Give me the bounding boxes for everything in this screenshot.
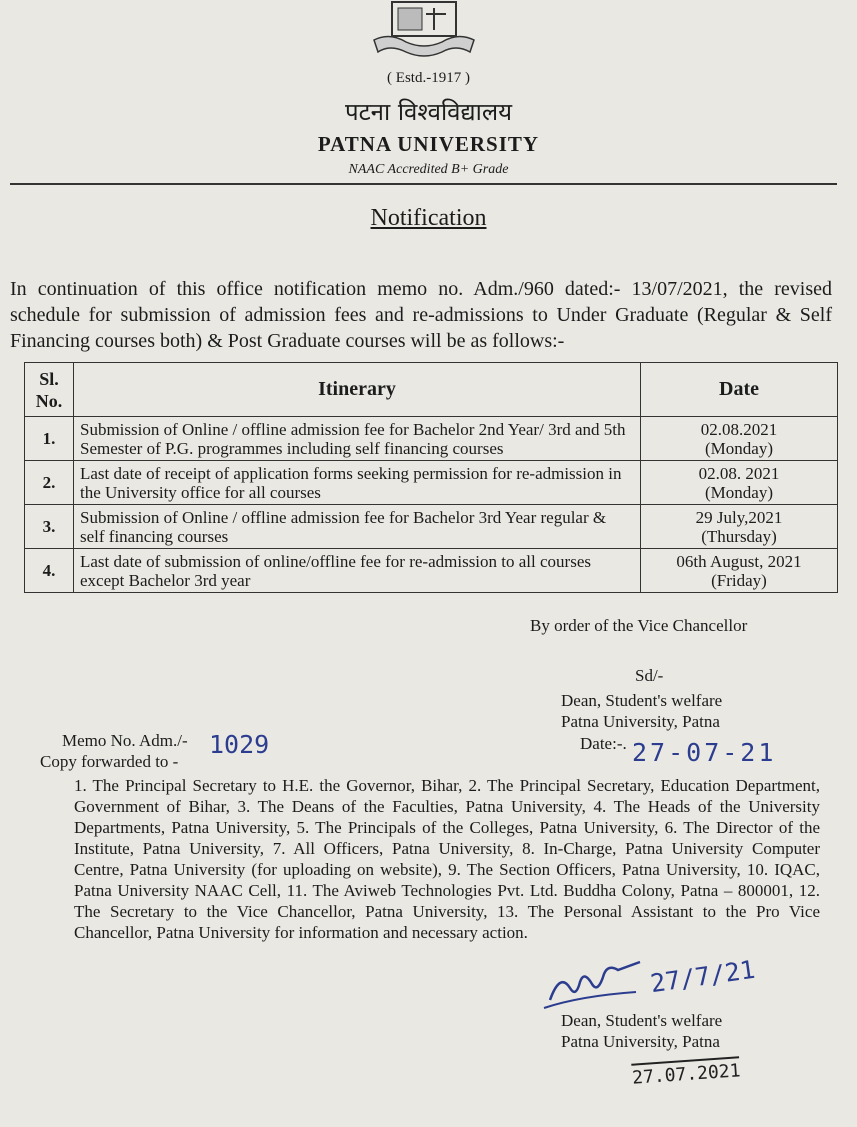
date-value: 29 July,2021 [695,507,783,527]
university-name-hindi: पटना विश्वविद्यालय [344,98,513,126]
header-divider [10,183,837,185]
row-itinerary: Last date of receipt of application forms seeking permission for re-admission in the University office for all courses [74,461,641,505]
signatory-title: Dean, Student's welfare [561,691,723,710]
date-day: (Monday) [705,482,773,502]
header-sl: Sl. No. [25,363,74,417]
handwritten-date: 27-07-21 [632,738,777,767]
memo-label: Memo No. Adm./- [62,731,188,750]
table-row [25,505,838,549]
table-row [25,549,838,593]
row-itinerary: Submission of Online / offline admission fee for Bachelor 2nd Year/ 3rd and 5th Semester of P.G. programmes including self financing courses [74,417,641,461]
university-logo [370,0,478,62]
intro-paragraph: In continuation of this office notification memo no. Adm./960 dated:- 13/07/2021, the revised schedule for submission of admission fees and re-admissions to Under Graduate (Regular & Self Financing courses both) & Post Graduate courses will be as follows:- [10,278,832,352]
row-sl: 2. [25,461,74,505]
row-date [641,461,838,505]
row-date [641,417,838,461]
established-year: ( Estd.-1917 ) [387,70,470,86]
row-itinerary: Submission of Online / offline admission fee for Bachelor 3rd Year regular & self financing courses [74,505,641,549]
memo-number-handwritten: 1029 [209,730,270,759]
date-day: (Thursday) [701,526,777,546]
university-name: PATNA UNIVERSITY [317,132,540,156]
row-sl: 3. [25,505,74,549]
signatory2-org: Patna University, Patna [561,1032,720,1051]
row-sl: 1. [25,417,74,461]
date-value: 02.08.2021 [700,419,778,439]
header-date: Date [641,363,838,417]
row-date [641,505,838,549]
table-row [25,417,838,461]
accreditation: NAAC Accredited B+ Grade [348,162,509,177]
copy-recipients-list: 1. The Principal Secretary to H.E. the Governor, Bihar, 2. The Principal Secretary, Education Department, Government of Bihar, 3. The Deans of the Faculties, Patna University, 4. The Heads of the University Departments, Patna University, 5. The Principals of the Colleges, Patna University, 6. The Director of the Institute, Patna University, 7. All Officers, Patna University, 8. In-Charge, Patna University Computer Centre, Patna University (for uploading on website), 9. The Section Officers, Patna University, 10. IQAC, Patna University NAAC Cell, 11. The Aviweb Technologies Pvt. Ltd. Buddha Colony, Patna – 800001, 12. The Secretary to the Vice Chancellor, Patna University, 13. The Personal Assistant to the Pro Vice Chancellor, Patna University for information and necessary action. [74,776,820,942]
stamp-date-handwritten: 27.07.2021 [631,1056,741,1088]
row-date [641,549,838,593]
row-sl: 4. [25,549,74,593]
order-line: By order of the Vice Chancellor [530,616,748,635]
copy-forwarded-label: Copy forwarded to - [40,752,179,771]
signatory2-title: Dean, Student's welfare [561,1011,723,1030]
date-value: 02.08. 2021 [698,463,780,483]
date-day: (Monday) [705,438,773,458]
signatory-org: Patna University, Patna [561,712,720,731]
header-itinerary: Itinerary [74,363,641,417]
table-row [25,461,838,505]
table-header-row [25,363,838,417]
signature-date-handwritten: 27/7/21 [648,954,757,999]
document-title: Notification [370,205,487,231]
date-day: (Friday) [711,570,767,590]
row-itinerary: Last date of submission of online/offline fee for re-admission to all courses except Bachelor 3rd year [74,549,641,593]
date-label: Date:-. [580,734,627,753]
schedule-table [24,362,838,593]
signature [540,952,650,1012]
date-value: 06th August, 2021 [676,551,802,571]
sd-mark: Sd/- [635,666,664,685]
